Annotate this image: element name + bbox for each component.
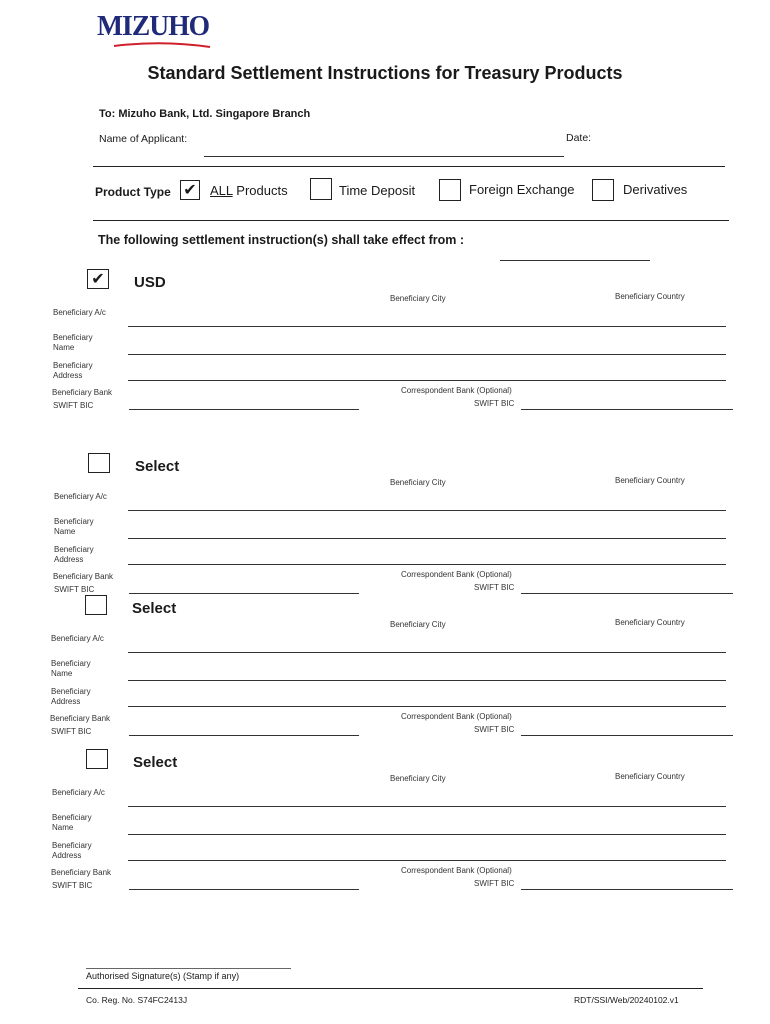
beneficiary-ac-field[interactable] <box>128 652 726 653</box>
document-reference: RDT/SSI/Web/20240102.v1 <box>574 995 679 1005</box>
beneficiary-name-field[interactable] <box>128 834 726 835</box>
checkbox-time-deposit[interactable] <box>310 178 332 200</box>
correspondent-bank-label: Correspondent Bank (Optional) <box>401 386 512 395</box>
logo-swoosh-icon <box>112 40 212 50</box>
beneficiary-swift-field[interactable] <box>129 409 359 410</box>
beneficiary-address-label: Beneficiary Address <box>53 361 93 380</box>
swift-bic-label: SWIFT BIC <box>54 585 95 594</box>
beneficiary-swift-field[interactable] <box>129 889 359 890</box>
checkbox-foreign-exchange[interactable] <box>439 179 461 201</box>
beneficiary-city-label: Beneficiary City <box>390 774 446 783</box>
beneficiary-name-field[interactable] <box>128 680 726 681</box>
beneficiary-name-label: Beneficiary Name <box>53 333 93 352</box>
beneficiary-address-field[interactable] <box>128 380 726 381</box>
correspondent-swift-label: SWIFT BIC <box>474 399 515 408</box>
option-foreign-exchange-label: Foreign Exchange <box>469 182 575 197</box>
currency-checkbox[interactable] <box>86 749 108 769</box>
beneficiary-name-label: Beneficiary Name <box>52 813 92 832</box>
option-derivatives-label: Derivatives <box>623 182 688 197</box>
divider-bottom <box>93 220 729 221</box>
beneficiary-address-label: Beneficiary Address <box>51 687 91 706</box>
beneficiary-address-field[interactable] <box>128 706 726 707</box>
beneficiary-address-label: Beneficiary Address <box>52 841 92 860</box>
beneficiary-ac-field[interactable] <box>128 510 726 511</box>
divider-top <box>93 166 725 167</box>
currency-checkbox[interactable] <box>85 595 107 615</box>
signature-line[interactable] <box>86 968 291 969</box>
swift-bic-label: SWIFT BIC <box>52 881 93 890</box>
footer-divider <box>78 988 703 989</box>
beneficiary-ac-label: Beneficiary A/c <box>51 634 104 643</box>
beneficiary-name-field[interactable] <box>128 538 726 539</box>
applicant-name-field[interactable] <box>204 156 564 157</box>
currency-checkbox[interactable] <box>88 453 110 473</box>
beneficiary-name-label: Beneficiary Name <box>54 517 94 536</box>
correspondent-bank-label: Correspondent Bank (Optional) <box>401 570 512 579</box>
all-products-rest: Products <box>232 183 288 198</box>
beneficiary-country-label: Beneficiary Country <box>615 292 685 301</box>
currency-select[interactable]: USD <box>134 274 166 291</box>
swift-bic-label: SWIFT BIC <box>53 401 94 410</box>
correspondent-swift-field[interactable] <box>521 593 733 594</box>
currency-select[interactable]: Select <box>132 600 177 617</box>
beneficiary-country-label: Beneficiary Country <box>615 618 685 627</box>
correspondent-swift-label: SWIFT BIC <box>474 583 515 592</box>
product-type-label: Product Type <box>95 185 171 199</box>
beneficiary-bank-label: Beneficiary Bank <box>50 714 111 723</box>
signature-label: Authorised Signature(s) (Stamp if any) <box>86 971 240 981</box>
beneficiary-bank-label: Beneficiary Bank <box>53 572 114 581</box>
effective-date-text: The following settlement instruction(s) shall take effect from : <box>98 233 465 247</box>
correspondent-swift-label: SWIFT BIC <box>474 725 515 734</box>
beneficiary-bank-label: Beneficiary Bank <box>51 868 112 877</box>
beneficiary-ac-label: Beneficiary A/c <box>54 492 107 501</box>
beneficiary-ac-label: Beneficiary A/c <box>53 308 106 317</box>
beneficiary-country-label: Beneficiary Country <box>615 476 685 485</box>
beneficiary-city-label: Beneficiary City <box>390 478 446 487</box>
option-all-products-label: ALL Products <box>210 183 288 198</box>
beneficiary-name-label: Beneficiary Name <box>51 659 91 678</box>
beneficiary-city-label: Beneficiary City <box>390 620 446 629</box>
currency-select[interactable]: Select <box>133 754 178 771</box>
correspondent-swift-label: SWIFT BIC <box>474 879 515 888</box>
beneficiary-swift-field[interactable] <box>129 735 359 736</box>
checkbox-all-products[interactable]: ✔ <box>180 180 200 200</box>
page-title: Standard Settlement Instructions for Treasury Products <box>147 63 623 83</box>
beneficiary-ac-field[interactable] <box>128 806 726 807</box>
beneficiary-swift-field[interactable] <box>129 593 359 594</box>
beneficiary-address-field[interactable] <box>128 564 726 565</box>
correspondent-bank-label: Correspondent Bank (Optional) <box>401 866 512 875</box>
beneficiary-bank-label: Beneficiary Bank <box>52 388 113 397</box>
beneficiary-ac-label: Beneficiary A/c <box>52 788 105 797</box>
checkbox-derivatives[interactable] <box>592 179 614 201</box>
option-time-deposit-label: Time Deposit <box>339 183 416 198</box>
beneficiary-ac-field[interactable] <box>128 326 726 327</box>
beneficiary-country-label: Beneficiary Country <box>615 772 685 781</box>
correspondent-bank-label: Correspondent Bank (Optional) <box>401 712 512 721</box>
correspondent-swift-field[interactable] <box>521 735 733 736</box>
beneficiary-address-label: Beneficiary Address <box>54 545 94 564</box>
date-label: Date: <box>566 132 592 144</box>
addressee: To: Mizuho Bank, Ltd. Singapore Branch <box>99 108 311 120</box>
correspondent-swift-field[interactable] <box>521 409 733 410</box>
beneficiary-city-label: Beneficiary City <box>390 294 446 303</box>
company-reg-no: Co. Reg. No. S74FC2413J <box>86 995 188 1005</box>
beneficiary-address-field[interactable] <box>128 860 726 861</box>
applicant-label: Name of Applicant: <box>99 133 188 145</box>
beneficiary-name-field[interactable] <box>128 354 726 355</box>
mizuho-logo: MIZUHO <box>97 10 210 42</box>
correspondent-swift-field[interactable] <box>521 889 733 890</box>
swift-bic-label: SWIFT BIC <box>51 727 92 736</box>
effective-date-field[interactable] <box>500 260 650 261</box>
currency-select[interactable]: Select <box>135 458 180 475</box>
currency-checkbox[interactable]: ✔ <box>87 269 109 289</box>
